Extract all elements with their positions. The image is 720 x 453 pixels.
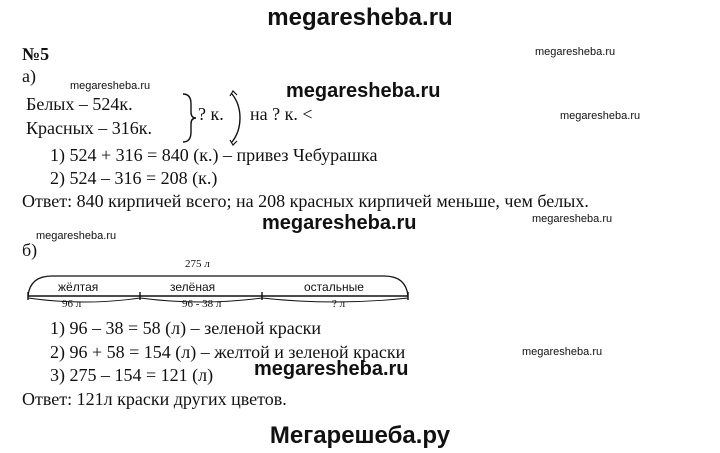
difference-question: на ? к. < bbox=[250, 104, 313, 124]
answer-a: Ответ: 840 кирпичей всего; на 208 красных кирпичей меньше, чем белых. bbox=[22, 191, 589, 211]
segment-label-green: зелёная bbox=[170, 280, 216, 294]
step-a-1: 1) 524 + 316 = 840 (к.) – привез Чебурашка bbox=[50, 145, 378, 165]
watermark-small: megaresheba.ru bbox=[36, 230, 117, 242]
watermark-top: megaresheba.ru bbox=[267, 4, 453, 31]
comparison-bracket bbox=[232, 94, 240, 142]
segment-value-rest: ? л bbox=[332, 298, 346, 310]
segment-value-green: 96 - 38 л bbox=[182, 298, 222, 310]
watermark-footer: Мегарешеба.ру bbox=[269, 422, 451, 449]
step-a-2: 2) 524 – 316 = 208 (к.) bbox=[50, 168, 218, 188]
segment-label-rest: остальные bbox=[304, 280, 364, 294]
brace-question: ? к. bbox=[198, 104, 224, 124]
watermark-medium: megaresheba.ru bbox=[286, 80, 441, 102]
segment-arc-yellow bbox=[28, 298, 140, 302]
watermark-medium: megaresheba.ru bbox=[254, 358, 409, 380]
watermark-small: megaresheba.ru bbox=[70, 80, 151, 92]
watermark-small: megaresheba.ru bbox=[522, 346, 603, 358]
watermark-small: megaresheba.ru bbox=[535, 46, 616, 58]
part-b-label: б) bbox=[22, 240, 38, 260]
step-b-1: 1) 96 – 38 = 58 (л) – зеленой краски bbox=[50, 318, 322, 338]
watermark-small: megaresheba.ru bbox=[532, 213, 613, 225]
part-a-label: а) bbox=[22, 66, 36, 86]
watermark-small: megaresheba.ru bbox=[560, 110, 641, 122]
step-b-2: 2) 96 + 58 = 154 (л) – желтой и зеленой краски bbox=[50, 342, 406, 362]
red-bricks: Красных – 316к. bbox=[26, 118, 152, 138]
white-bricks: Белых – 524к. bbox=[26, 94, 133, 114]
segment-arc-green bbox=[140, 298, 262, 302]
answer-b: Ответ: 121л краски других цветов. bbox=[22, 389, 287, 409]
segment-value-yellow: 96 л bbox=[62, 298, 82, 310]
problem-number: №5 bbox=[22, 44, 50, 64]
watermark-medium: megaresheba.ru bbox=[262, 212, 417, 234]
diagram-total-label: 275 л bbox=[185, 258, 210, 270]
step-b-3: 3) 275 – 154 = 121 (л) bbox=[50, 365, 214, 385]
segment-label-yellow: жёлтая bbox=[58, 280, 99, 294]
segment-arc-rest bbox=[262, 298, 408, 302]
total-arc bbox=[28, 276, 408, 296]
curly-brace-right bbox=[183, 94, 196, 142]
